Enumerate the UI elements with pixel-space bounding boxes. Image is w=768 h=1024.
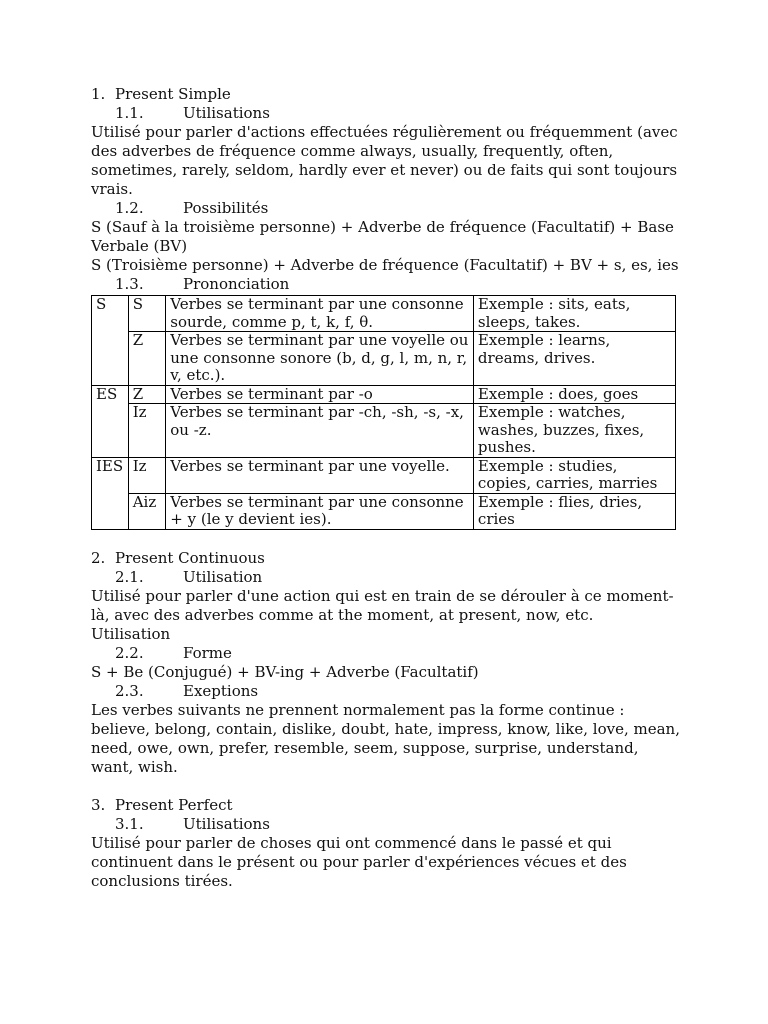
paragraph-utilisation: Utilisation: [91, 624, 171, 643]
subsection-title: Exeptions: [183, 681, 259, 700]
paragraph-present-perfect-usage: Utilisé pour parler de choses qui ont commencé dans le passé et qui continuent dans le présent ou pour parler d'expériences vécues et des conclusions tirées.: [91, 833, 627, 890]
rule-cell: Verbes se terminant par une voyelle.: [166, 457, 474, 493]
paragraph-exceptions: Les verbes suivants ne prennent normalement pas la forme continue : believe, belong, contain, dislike, doubt, hate, impress, know, like, love, mean, need, owe, own, prefer, resemble, seem, suppose, surprise, understand, want, wish.: [91, 700, 680, 776]
subsection-title: Possibilités: [183, 199, 269, 217]
subsection-heading-possibilites: [91, 199, 681, 218]
sound-cell: Z: [128, 385, 166, 404]
section-number: 2.: [91, 548, 106, 567]
pronunciation-table: [91, 295, 676, 530]
subsection-number: 1.2.: [115, 199, 144, 217]
table-row: [92, 296, 676, 332]
section-heading-present-simple: [91, 85, 681, 104]
group-cell: IES: [92, 457, 129, 529]
sound-cell: S: [128, 296, 166, 332]
spacer: [91, 530, 681, 549]
section-heading-present-perfect: [91, 796, 681, 815]
subsection-title: Utilisation: [183, 567, 263, 586]
table-row: [92, 385, 676, 404]
subsection-number: 2.2.: [115, 643, 144, 662]
spacer: [91, 777, 681, 796]
rule-cell: Verbes se terminant par -ch, -sh, -s, -x, ou -z.: [166, 404, 474, 458]
table-row: [92, 457, 676, 493]
sound-cell: Iz: [128, 404, 166, 458]
example-cell: Exemple : watches, washes, buzzes, fixes, pushes.: [473, 404, 675, 458]
subsection-number: 2.1.: [115, 567, 144, 586]
section-title: Present Continuous: [115, 548, 265, 567]
section-title: Present Simple: [115, 85, 231, 103]
rule-cell: Verbes se terminant par une consonne + y (le y devient ies).: [166, 493, 474, 529]
subsection-heading-forme: [91, 644, 681, 663]
example-cell: Exemple : does, goes: [473, 385, 675, 404]
subsection-heading-exeptions: [91, 682, 681, 701]
subsection-heading-prononciation: [91, 275, 681, 294]
subsection-number: 3.1.: [115, 814, 144, 833]
table-row: [92, 332, 676, 386]
example-cell: Exemple : learns, dreams, drives.: [473, 332, 675, 386]
paragraph-present-continuous-usage: Utilisé pour parler d'une action qui est en train de se dérouler à ce moment-là, avec des adverbes comme at the moment, at present, now, etc.: [91, 586, 674, 624]
subsection-title: Prononciation: [183, 275, 290, 293]
subsection-number: 1.1.: [115, 104, 144, 122]
table-row: [92, 404, 676, 458]
example-cell: Exemple : studies, copies, carries, marries: [473, 457, 675, 493]
subsection-heading-utilisations: [91, 815, 681, 834]
paragraph-form-third-person: S (Troisième personne) + Adverbe de fréquence (Facultatif) + BV + s, es, ies: [91, 256, 679, 274]
rule-cell: Verbes se terminant par -o: [166, 385, 474, 404]
subsection-heading-utilisation: [91, 568, 681, 587]
subsection-heading-utilisations: [91, 104, 681, 123]
paragraph-present-simple-usage: Utilisé pour parler d'actions effectuées régulièrement ou fréquemment (avec des adverbes de fréquence comme always, usually, frequently, often, sometimes, rarely, seldom, hardly ever et never) ou de faits qui sont toujours vrais.: [91, 123, 678, 198]
subsection-title: Utilisations: [183, 104, 270, 122]
section-title: Present Perfect: [115, 795, 233, 814]
group-cell: S: [92, 296, 129, 386]
paragraph-form: S + Be (Conjugué) + BV-ing + Adverbe (Facultatif): [91, 662, 479, 681]
paragraph-form-non-third-person: S (Sauf à la troisième personne) + Adverbe de fréquence (Facultatif) + Base Verbale (BV): [91, 218, 674, 255]
section-number: 1.: [91, 85, 106, 103]
document-body: [91, 85, 681, 891]
subsection-number: 2.3.: [115, 681, 144, 700]
section-heading-present-continuous: [91, 549, 681, 568]
rule-cell: Verbes se terminant par une consonne sourde, comme p, t, k, f, θ.: [166, 296, 474, 332]
rule-cell: Verbes se terminant par une voyelle ou une consonne sonore (b, d, g, l, m, n, r, v, etc.).: [166, 332, 474, 386]
example-cell: Exemple : sits, eats, sleeps, takes.: [473, 296, 675, 332]
subsection-title: Forme: [183, 643, 232, 662]
section-number: 3.: [91, 795, 106, 814]
group-cell: ES: [92, 385, 129, 457]
subsection-number: 1.3.: [115, 275, 144, 293]
sound-cell: Z: [128, 332, 166, 386]
table-row: [92, 493, 676, 529]
subsection-title: Utilisations: [183, 814, 270, 833]
sound-cell: Aiz: [128, 493, 166, 529]
example-cell: Exemple : flies, dries, cries: [473, 493, 675, 529]
sound-cell: Iz: [128, 457, 166, 493]
